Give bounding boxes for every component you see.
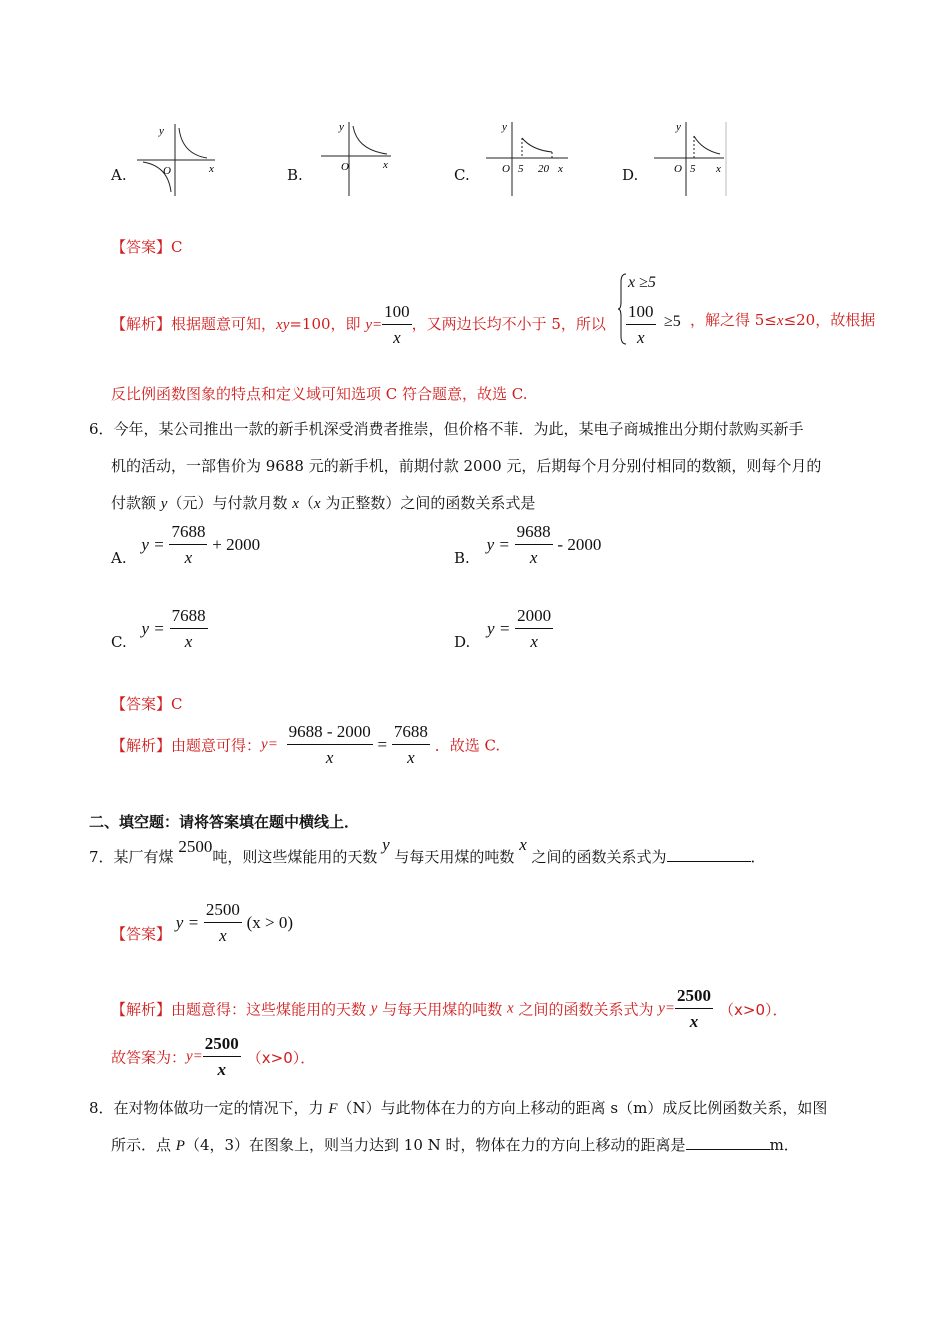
svg-text:x: x [716,163,721,175]
svg-text:y: y [502,121,507,133]
svg-text:x: x [558,163,563,175]
q8-answer-blank[interactable] [686,1149,770,1150]
q6-line3: 付款额 y（元）与付款月数 x（x 为正整数）之间的函数关系式是 [111,494,536,512]
q5-system: x ≥5 $\frac{100}{x}$ ≥5 [618,270,690,350]
svg-text:5: 5 [518,163,524,175]
graph-d [622,118,732,200]
graph-a [111,118,221,200]
q7-answer: 【答案】 y = $\frac{2500}{x}$ (x > 0) [111,900,294,945]
q8-line2: 所示．点 P（4，3）在图象上，则当力达到 10 N 时，物体在力的方向上移动的距离是 m． [111,1136,799,1154]
graph-c-plot [484,118,574,198]
section-fill-in-title: 二、填空题：请将答案填在题中横线上． [89,813,360,831]
graph-b-label: B. [287,166,303,184]
svg-text:5: 5 [690,163,696,175]
graph-b [287,118,397,200]
svg-text:O: O [341,161,349,173]
q6-analysis: 【解析】由题意可得：y= $\frac{9688 - 2000}{x}$ = $\frac{7688}{x}$ ．故选 C. [111,722,501,767]
svg-text:20: 20 [538,163,549,175]
q6-option-c: C. y = $\frac{7688}{x}$ [111,606,206,651]
graph-d-label: D. [622,166,639,184]
svg-text:x: x [209,163,214,175]
graph-c-label: C. [454,166,470,184]
q5-answer: 【答案】C [111,238,183,256]
graph-c [454,118,574,200]
q7-analysis-line2: 故答案为：y= $\frac{2500}{x}$ （x>0）． [111,1034,316,1079]
q6-option-b: B. y = $\frac{9688}{x}$ - 2000 [454,522,602,567]
svg-text:x: x [383,159,388,171]
graph-a-label: A. [111,166,127,184]
q7-answer-blank[interactable] [667,861,751,862]
graph-d-plot [652,118,728,198]
q7-question: 7．某厂有煤 2500吨，则这些煤能用的天数 y 与每天用煤的吨数 x 之间的函数关系式为 ． [89,835,766,866]
graph-a-plot [135,118,221,198]
q6-line2: 机的活动，一部售价为 9688 元的新手机，前期付款 2000 元，后期每个月分别付相同的数额，则每个月的 [111,457,822,475]
q6-answer: 【答案】C [111,695,183,713]
svg-text:y: y [676,121,681,133]
svg-text:O: O [163,165,171,177]
q5-fraction: $\frac{100}{x}$ [384,302,410,347]
q7-analysis-line1: 【解析】由题意得：这些煤能用的天数 y 与每天用煤的吨数 x 之间的函数关系式为 y= $\frac{2500}{x}$ （x>0）． [111,986,788,1031]
svg-text:y: y [339,121,344,133]
svg-text:O: O [502,163,510,175]
q6-option-a: A. y = $\frac{7688}{x}$ + 2000 [111,522,261,567]
q5-analysis-line2: 反比例函数图象的特点和定义域可知选项 C 符合题意，故选 C. [111,385,528,403]
svg-text:y: y [159,125,164,137]
q6-option-d: D. y = $\frac{2000}{x}$ [454,606,552,651]
graph-b-plot [319,118,397,198]
q5-analysis-line1: 【解析】根据题意可知，xy=100，即 y= $\frac{100}{x}$ ，又两边长均不小于 5，所以 [111,302,606,347]
q5-analysis-line1-end: ，解之得 5≤x≤20，故根据 [690,311,876,329]
svg-text:O: O [674,163,682,175]
q6-line1: 6．今年，某公司推出一款的新手机深受消费者推崇，但价格不菲．为此，某电子商城推出分期付款购买新手 [89,420,804,438]
q8-line1: 8．在对物体做功一定的情况下，力 F（N）与此物体在力的方向上移动的距离 s（m）成反比例函数关系，如图 [89,1099,828,1117]
